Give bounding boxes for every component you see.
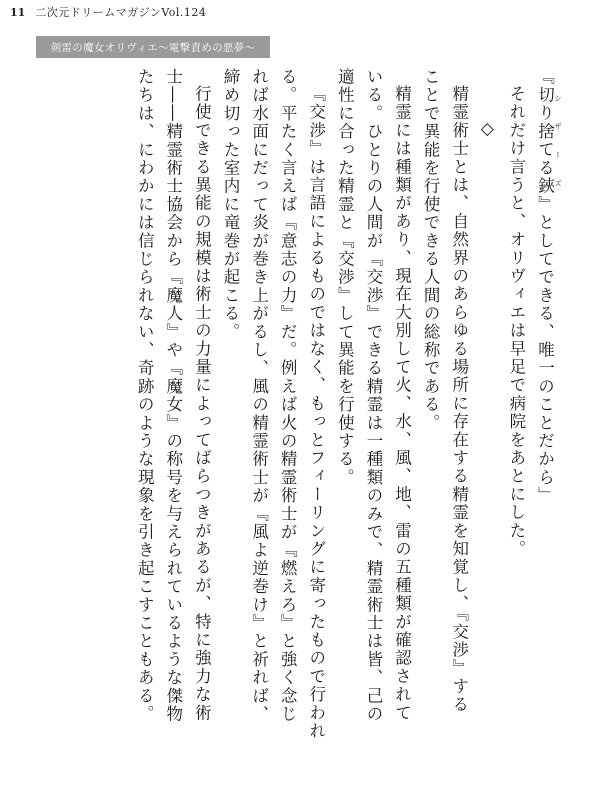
text-line: 『交渉』は言語によるものではなく、もっとフィーリングに寄ったもので行われ bbox=[306, 84, 326, 740]
text-line: 精霊には種類があり、現在大別して火、水、風、地、雷の五種類が確認されて bbox=[392, 84, 412, 722]
text-line: たちは、にわかには信じられない、奇跡のような現象を引き起こすこともある。 bbox=[135, 68, 155, 724]
text-line: 締め切った室内に竜巻が起こる。 bbox=[220, 68, 240, 341]
ruby-annotation bbox=[535, 86, 562, 196]
text-line: それだけ言うと、オリヴィエは早足で病院をあとにした。 bbox=[506, 84, 526, 558]
ruby-base: 切り捨てる鋏 bbox=[535, 86, 555, 196]
magazine-title: 二次元ドリームマガジンVol.124 bbox=[35, 6, 207, 19]
text-line: いる。ひとりの人間が『交渉』できる精霊は一種類のみで、精霊術士は皆、己の bbox=[363, 68, 383, 724]
ruby-reading: シザーズ bbox=[553, 86, 562, 196]
story-title-banner bbox=[36, 36, 270, 58]
text-line: 精霊術士とは、自然界のあらゆる場所に存在する精霊を知覚し、『交渉』する bbox=[449, 84, 469, 714]
text-fragment: 』としてできる、唯一のことだから」 bbox=[535, 195, 555, 505]
text-line: 士――精霊術士協会から『魔人』や『魔女』の称号を与えられているような傑物 bbox=[163, 68, 183, 724]
page-number: 11 bbox=[10, 6, 26, 19]
text-line: ことで異能を行使できる人間の総称である。 bbox=[421, 68, 441, 432]
text-line: れば水面にだって炎が巻き上がるし、風の精霊術士が『風よ逆巻け』と祈れば、 bbox=[249, 68, 269, 724]
story-title: 剣雷の魔女オリヴィエ〜電撃責めの悪夢〜 bbox=[50, 41, 256, 54]
page-header bbox=[10, 4, 206, 22]
vertical-body-text bbox=[22, 68, 562, 788]
text-line: 適性に合った精霊と『交渉』して異能を行使する。 bbox=[335, 68, 355, 487]
text-fragment: 『 bbox=[535, 68, 555, 87]
text-line-ruby bbox=[530, 68, 562, 788]
section-break-diamond-icon: ◇ bbox=[477, 119, 498, 141]
text-line: る。平たく言えば『意志の力』だ。例えば火の精霊術士が『燃えろ』と強く念じ bbox=[278, 68, 298, 724]
text-line: 行使できる異能の規模は術士の力量によってばらつきがあるが、特に強力な術 bbox=[192, 84, 212, 722]
